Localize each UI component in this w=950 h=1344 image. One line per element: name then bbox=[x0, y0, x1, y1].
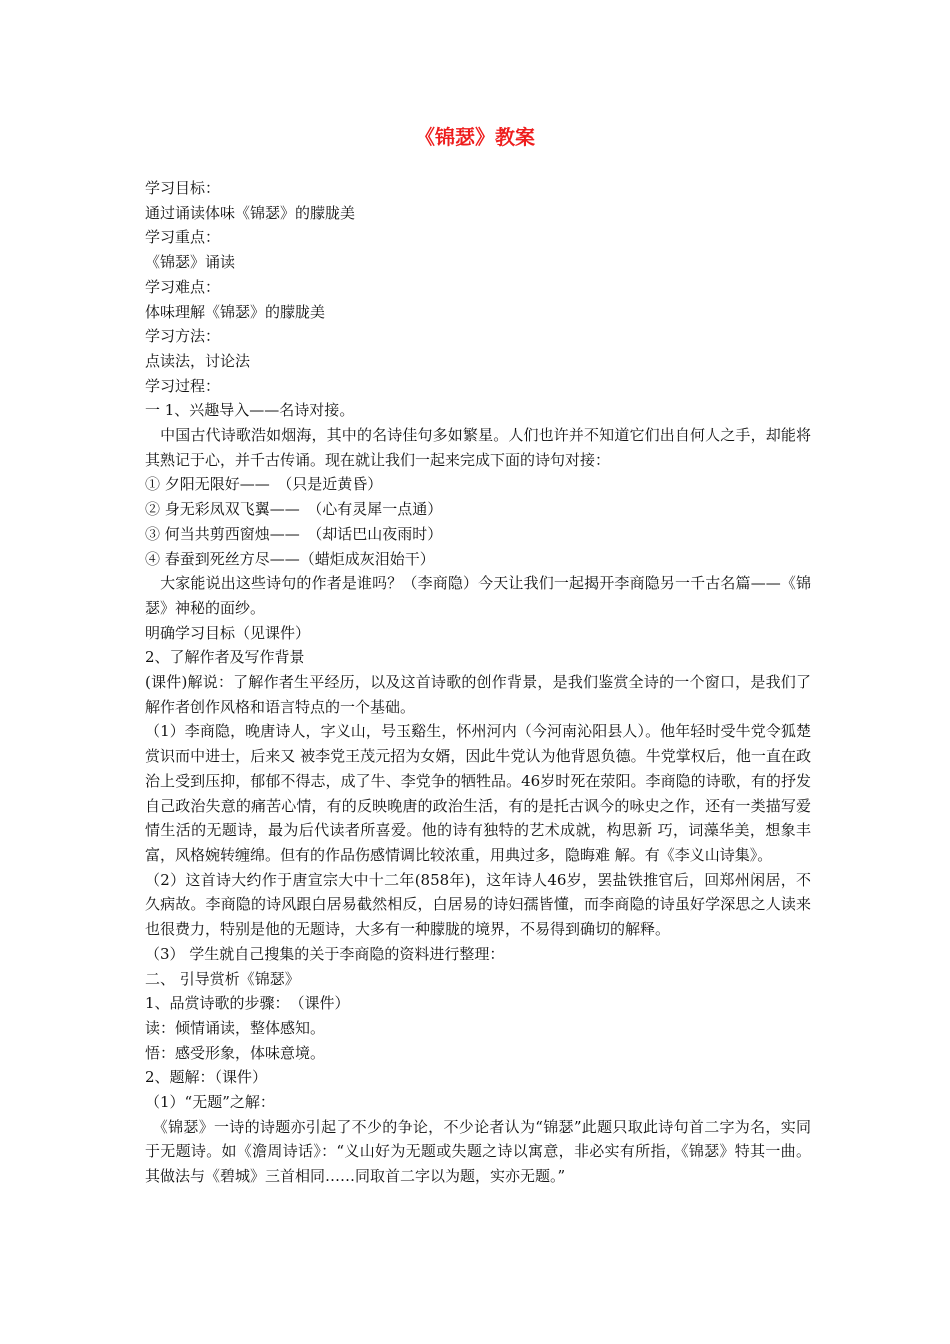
heading-goal: 学习目标： bbox=[145, 179, 221, 197]
couplet-item: ② 身无彩凤双飞翼—— （心有灵犀一点通） bbox=[145, 500, 443, 519]
students-task: （3） 学生就自己搜集的关于李商隐的资料进行整理： bbox=[145, 944, 505, 963]
author-paragraph: （1）李商隐，晚唐诗人，字义山，号玉谿生，怀州河内（今河南沁阳县人）。他年轻时受牛党令狐楚赏识而中进士，后来又 被李党王茂元招为女婿，因此牛党认为他背恩负德。牛党掌权后，他一直在政治上受到压抑，郁郁不得志，成了牛、李党争的牺牲品。46岁时死在荥阳。李商隐的诗歌，有的抒发自己政治失意的痛苦心情，有的反映晚唐的政治生活，有的是托古讽今的咏史之作，还有一类描写爱情生活的无题诗，最为后代读者所喜爱。他的诗有独特的艺术成就，构思新 巧，词藻华美，想象丰富，风格婉转缠绵。但有的作品伤感情调比较浓重，用典过多，隐晦难 解。有《李义山诗集》。 bbox=[145, 722, 811, 864]
wuti-title: （1）“无题”之解： bbox=[145, 1093, 275, 1112]
couplet-item: ③ 何当共剪西窗烛—— （却话巴山夜雨时） bbox=[145, 524, 443, 543]
heading-process: 学习过程： bbox=[145, 376, 221, 395]
clarify-goal: 明确学习目标（见课件） bbox=[145, 623, 311, 642]
heading-method: 学习方法： bbox=[145, 327, 221, 346]
goal-text: 通过诵读体味《锦瑟》的朦胧美 bbox=[145, 203, 356, 222]
couplet-item: ④ 春蚕到死丝方尽——（蜡炬成灰泪始干） bbox=[145, 549, 435, 568]
focus-text: 《锦瑟》诵读 bbox=[145, 253, 236, 272]
document-body bbox=[145, 176, 811, 1189]
question-paragraph: 大家能说出这些诗句的作者是谁吗？（李商隐）今天让我们一起揭开李商隐另一千古名篇——《锦瑟》神秘的面纱。 bbox=[145, 574, 811, 617]
section-2-title: 2、了解作者及写作背景 bbox=[145, 648, 305, 667]
wuti-paragraph: 《锦瑟》一诗的诗题亦引起了不少的争论，不少论者认为“锦瑟”此题只取此诗句首二字为名，实同于无题诗。如《澹周诗话》：“义山好为无题或失题之诗以寓意，非必实有所指，《锦瑟》特其一曲。其做法与《碧城》三首相同……同取首二字以为题，实亦无题。” bbox=[145, 1117, 811, 1186]
document-title: 《锦瑟》教案 bbox=[415, 125, 535, 149]
heading-focus: 学习重点： bbox=[145, 228, 221, 247]
background-paragraph: （2）这首诗大约作于唐宣宗大中十二年(858年)，这年诗人46岁，罢盐铁推官后，回郑州闲居，不久病故。李商隐的诗风跟白居易截然相反，白居易的诗妇孺皆懂，而李商隐的诗虽好学深思之人读来也很费力，特别是他的无题诗，大多有一种朦胧的境界，不易得到确切的解释。 bbox=[145, 870, 811, 939]
steps-title: 1、品赏诗歌的步骤： （课件） bbox=[145, 994, 350, 1013]
difficulty-text: 体味理解《锦瑟》的朦胧美 bbox=[145, 302, 326, 321]
explain-paragraph: (课件)解说：了解作者生平经历，以及这首诗歌的创作背景，是我们鉴赏全诗的一个窗口，是我们了解作者创作风格和语言特点的一个基础。 bbox=[145, 673, 811, 716]
couplet-item: ① 夕阳无限好—— （只是近黄昏） bbox=[145, 475, 383, 494]
section-b-title: 二、 引导赏析《锦瑟》 bbox=[145, 969, 300, 988]
step-wu: 悟：感受形象，体味意境。 bbox=[145, 1043, 326, 1062]
method-text: 点读法，讨论法 bbox=[145, 351, 251, 370]
step-read: 读：倾情诵读，整体感知。 bbox=[145, 1018, 326, 1037]
section-1-title: 一 1、兴趣导入——名诗对接。 bbox=[145, 401, 355, 420]
topic-title: 2、题解：（课件） bbox=[145, 1068, 268, 1087]
heading-difficulty: 学习难点： bbox=[145, 277, 221, 296]
intro-paragraph: 中国古代诗歌浩如烟海，其中的名诗佳句多如繁星。人们也许并不知道它们出自何人之手，却能将其熟记于心，并千古传诵。现在就让我们一起来完成下面的诗句对接： bbox=[145, 426, 811, 469]
